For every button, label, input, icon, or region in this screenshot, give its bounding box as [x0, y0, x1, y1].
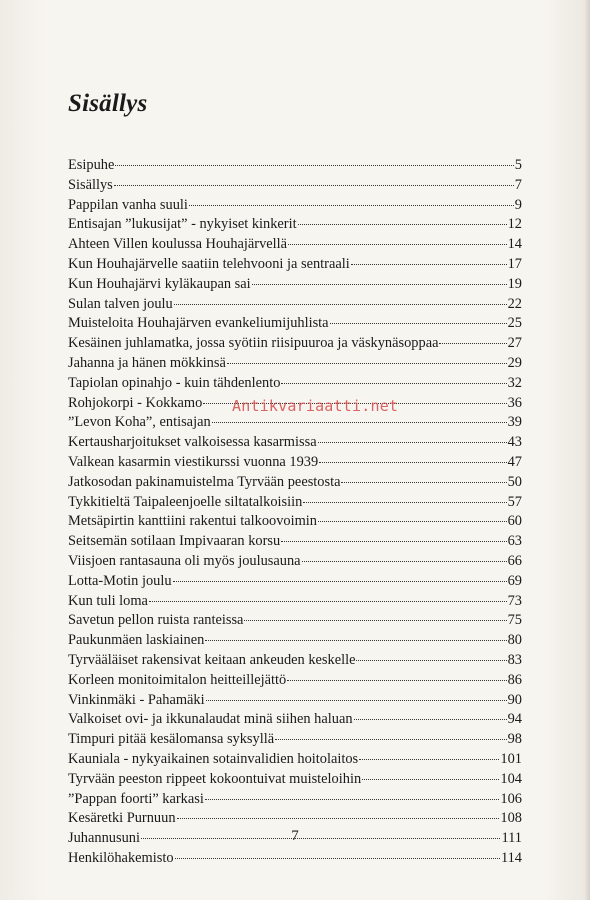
toc-entry-title: Korleen monitoimitalon heitteillejättö	[68, 671, 287, 688]
toc-entry-title: Kesäretki Purnuun	[68, 810, 176, 827]
toc-entry-title: Tyrvääläiset rakensivat keitaan ankeuden keskelle	[68, 651, 356, 668]
toc-entry-page: 14	[507, 236, 522, 253]
dot-leader	[281, 383, 506, 384]
toc-entry-title: Muisteloita Houhajärven evankeliumijuhlista	[68, 315, 329, 332]
toc-entry-page: 101	[500, 750, 522, 767]
toc-entry-page: 5	[514, 157, 522, 173]
toc-entry-page: 47	[507, 453, 522, 470]
toc-entry-page: 90	[507, 691, 522, 708]
toc-entry	[68, 196, 522, 216]
toc-entry-title: Kauniala - nykyaikainen sotainvalidien hoitolaitos	[68, 750, 359, 767]
dot-leader	[330, 323, 507, 324]
dot-leader	[298, 224, 507, 225]
toc-entry-page: 17	[507, 255, 522, 272]
toc-entry-title: Kertausharjoitukset valkoisessa kasarmissa	[68, 434, 317, 451]
dot-leader	[359, 759, 499, 760]
dot-leader	[281, 541, 506, 542]
toc-entry-page: 73	[507, 592, 522, 609]
toc-entry	[68, 215, 522, 235]
dot-leader	[362, 779, 499, 780]
toc-entry	[68, 453, 522, 473]
dot-leader	[177, 818, 500, 819]
toc-entry-page: 43	[507, 434, 522, 451]
toc-entry-page: 32	[507, 374, 522, 391]
toc-entry	[68, 611, 522, 631]
page-edge-shadow	[584, 0, 590, 900]
toc-entry	[68, 413, 522, 433]
toc-entry-page: 86	[507, 671, 522, 688]
toc-entry-page: 25	[507, 315, 522, 332]
watermark-text: Antikvariaatti.net	[232, 397, 399, 415]
toc-entry-page: 114	[500, 849, 522, 866]
toc-entry-title: Jatkosodan pakinamuistelma Tyrvään peestosta	[68, 473, 341, 490]
toc-entry-page: 36	[507, 394, 522, 411]
toc-entry-page: 108	[500, 810, 522, 827]
dot-leader	[356, 660, 506, 661]
dot-leader	[206, 700, 507, 701]
toc-entry	[68, 473, 522, 493]
toc-entry-title: Tapiolan opinahjo - kuin tähdenlento	[68, 374, 281, 391]
dot-leader	[303, 502, 506, 503]
dot-leader	[275, 739, 506, 740]
toc-entry-page: 50	[507, 473, 522, 490]
dot-leader	[205, 799, 500, 800]
toc-entry	[68, 275, 522, 295]
toc-entry-title: Ahteen Villen koulussa Houhajärvellä	[68, 236, 288, 253]
toc-entry-page: 94	[507, 711, 522, 728]
dot-leader	[205, 640, 506, 641]
toc-entry-title: Sulan talven joulu	[68, 295, 173, 312]
toc-entry-page: 69	[507, 572, 522, 589]
toc-entry	[68, 334, 522, 354]
toc-entry	[68, 849, 522, 869]
dot-leader	[244, 620, 506, 621]
toc-entry-title: Metsäpirtin kanttiini rakentui talkoovoimin	[68, 513, 317, 530]
toc-entry-title: Entisajan ”lukusijat” - nykyiset kinkerit	[68, 216, 297, 233]
toc-entry	[68, 176, 522, 196]
toc-entry-title: Juhannusuni	[68, 830, 140, 847]
toc-entry-page: 57	[507, 493, 522, 510]
toc-entry-page: 104	[500, 770, 522, 787]
toc-entry-page: 98	[507, 731, 522, 748]
toc-entry-title: Timpuri pitää kesälomansa syksyllä	[68, 731, 275, 748]
toc-entry-title: Valkoiset ovi- ja ikkunalaudat minä siihen haluan	[68, 711, 353, 728]
toc-entry-title: ”Levon Koha”, entisajan	[68, 414, 211, 431]
toc-entry-title: Viisjoen rantasauna oli myös joulusauna	[68, 552, 301, 569]
toc-entry-title: Paukunmäen laskiainen	[68, 632, 205, 649]
toc-entry	[68, 790, 522, 810]
dot-leader	[173, 581, 507, 582]
toc-entry	[68, 532, 522, 552]
toc-entry-page: 7	[514, 176, 522, 193]
toc-entry-title: Tyrvään peeston rippeet kokoontuivat muisteloihin	[68, 770, 362, 787]
toc-entry-page: 83	[507, 651, 522, 668]
toc-entry-title: Rohjokorpi - Kokkamo	[68, 394, 203, 411]
toc-entry	[68, 314, 522, 334]
dot-leader	[174, 304, 507, 305]
toc-entry	[68, 770, 522, 790]
toc-entry-page: 19	[507, 275, 522, 292]
dot-leader	[302, 561, 507, 562]
toc-entry-title: Esipuhe	[68, 157, 115, 173]
toc-entry-page: 22	[507, 295, 522, 312]
dot-leader	[189, 205, 514, 206]
toc-entry-page: 12	[507, 216, 522, 233]
dot-leader	[175, 858, 500, 859]
toc-entry-page: 75	[507, 612, 522, 629]
toc-entry	[68, 671, 522, 691]
toc-entry-title: Seitsemän sotilaan Impivaaran korsu	[68, 533, 281, 550]
toc-entry	[68, 572, 522, 592]
dot-leader	[319, 462, 506, 463]
dot-leader	[227, 363, 507, 364]
toc-entry-title: Kesäinen juhlamatka, jossa syötiin riisipuuroa ja väskynäsoppaa	[68, 335, 439, 352]
toc-entry-page: 80	[507, 632, 522, 649]
toc-entry	[68, 730, 522, 750]
toc-entry	[68, 295, 522, 315]
toc-entry-page: 27	[507, 335, 522, 352]
toc-entry-title: Valkean kasarmin viestikurssi vuonna 1939	[68, 453, 319, 470]
toc-entry	[68, 750, 522, 770]
toc-entry	[68, 156, 522, 176]
toc-entry-title: Tykkitieltä Taipaleenjoelle siltatalkoisiin	[68, 493, 303, 510]
dot-leader	[115, 165, 513, 166]
toc-entry-title: Lotta-Motin joulu	[68, 572, 172, 589]
dot-leader	[351, 264, 507, 265]
toc-entry-title: Pappilan vanha suuli	[68, 196, 188, 213]
toc-entry	[68, 592, 522, 612]
dot-leader	[149, 601, 507, 602]
dot-leader	[288, 244, 507, 245]
toc-entry	[68, 710, 522, 730]
dot-leader	[318, 521, 507, 522]
table-of-contents	[68, 156, 522, 869]
toc-entry-title: Kun Houhajärvelle saatiin telehvooni ja sentraali	[68, 255, 350, 272]
toc-entry-title: Jahanna ja hänen mökkinsä	[68, 354, 226, 371]
toc-entry	[68, 651, 522, 671]
dot-leader	[287, 680, 506, 681]
toc-entry-page: 111	[501, 830, 522, 847]
toc-entry-page: 29	[507, 354, 522, 371]
toc-entry-page: 63	[507, 533, 522, 550]
toc-entry	[68, 631, 522, 651]
toc-entry-page: 66	[507, 552, 522, 569]
dot-leader	[439, 343, 506, 344]
toc-entry	[68, 809, 522, 829]
toc-entry-page: 9	[514, 196, 522, 213]
toc-entry	[68, 374, 522, 394]
dot-leader	[212, 422, 507, 423]
dot-leader	[354, 719, 507, 720]
toc-entry-page: 39	[507, 414, 522, 431]
toc-entry-page: 60	[507, 513, 522, 530]
toc-entry-title: ”Pappan foorti” karkasi	[68, 790, 204, 807]
toc-entry	[68, 255, 522, 275]
dot-leader	[252, 284, 507, 285]
dot-leader	[114, 185, 514, 186]
toc-entry	[68, 512, 522, 532]
toc-entry-page: 106	[500, 790, 522, 807]
toc-entry-title: Sisällys	[68, 176, 113, 193]
page-title: Sisällys	[68, 90, 148, 117]
dot-leader	[318, 442, 507, 443]
toc-entry	[68, 433, 522, 453]
toc-entry	[68, 493, 522, 513]
toc-entry-title: Vinkinmäki - Pahamäki	[68, 691, 205, 708]
toc-entry	[68, 691, 522, 711]
page-number: 7	[291, 828, 299, 844]
toc-entry	[68, 235, 522, 255]
toc-entry-title: Savetun pellon ruista ranteissa	[68, 612, 244, 629]
toc-entry-title: Kun tuli loma	[68, 592, 148, 609]
toc-entry	[68, 552, 522, 572]
toc-entry-title: Henkilöhakemisto	[68, 849, 174, 866]
dot-leader	[341, 482, 506, 483]
toc-entry-title: Kun Houhajärvi kyläkaupan sai	[68, 275, 251, 292]
toc-entry	[68, 354, 522, 374]
